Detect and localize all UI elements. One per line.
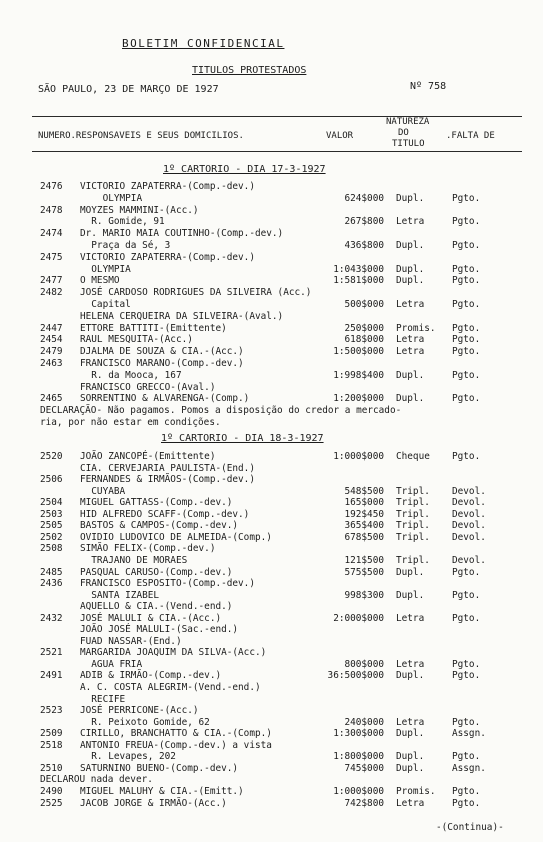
title-type: Promis.: [396, 322, 436, 334]
responsible-party: HID ALFREDO SCAFF-(Comp.-dev.): [80, 508, 250, 520]
responsible-party: BASTOS & CAMPOS-(Comp.-dev.): [80, 520, 239, 532]
responsible-party: OVIDIO LUDOVICO DE ALMEIDA-(Comp.): [80, 531, 272, 543]
title-type: Letra: [396, 716, 425, 728]
responsible-party: Dr. MARIO MAIA COUTINHO-(Comp.-dev.): [80, 228, 284, 240]
responsible-party: VICTORIO ZAPATERRA-(Comp.-dev.): [80, 181, 255, 192]
amount: 678$500: [344, 531, 384, 543]
protest-row: [0, 543, 543, 554]
responsible-party: ria, por não estar em condições.: [40, 417, 221, 428]
amount: 1:998$400: [333, 369, 384, 381]
protest-row: [0, 694, 543, 705]
responsible-party: R. Gomide, 91: [80, 216, 165, 228]
protest-row: [0, 798, 543, 809]
amount: 1:000$000: [333, 785, 384, 797]
title-type: Dupl.: [396, 762, 425, 774]
continue-label: -(Continua)-: [436, 822, 504, 833]
responsible-party: MOYZES MAMMINI-(Acc.): [80, 204, 199, 216]
protest-row: [0, 346, 543, 357]
title-type: Letra: [396, 346, 425, 358]
title-type: Dupl.: [396, 263, 425, 275]
responsible-party: RAUL MESQUITA-(Acc.): [80, 334, 193, 346]
protest-number: 2520: [40, 451, 63, 462]
title-type: Letra: [396, 334, 425, 346]
col-header-natureza-2: DO: [398, 128, 409, 138]
reason: Devol.: [452, 554, 486, 566]
amount: 800$000: [344, 658, 384, 670]
protest-number: 2508: [40, 543, 63, 555]
responsible-party: SORRENTINO & ALVARENGA-(Comp.): [80, 393, 250, 405]
protest-row: [0, 463, 543, 474]
protest-row: [0, 181, 543, 192]
protest-row: [0, 334, 543, 345]
responsible-party: FUAD NASSAR-(End.): [80, 635, 182, 647]
reason: Pgto.: [452, 216, 481, 228]
title-type: Tripl.: [396, 485, 430, 497]
protest-number: 2463: [40, 358, 63, 369]
responsible-party: FERNANDES & IRMÃOS-(Comp.-dev.): [80, 474, 255, 486]
protest-number: 2475: [40, 251, 63, 263]
protest-number: 2506: [40, 474, 63, 486]
amount: 2:000$000: [333, 612, 384, 624]
amount: 121$500: [344, 554, 384, 566]
responsible-party: R. Levapes, 202: [80, 751, 176, 763]
title-type: Tripl.: [396, 497, 430, 509]
amount: 998$300: [344, 589, 384, 601]
responsible-party: SANTA IZABEL: [80, 589, 160, 601]
section-title: 1º CARTORIO - DIA 18-3-1927: [161, 433, 324, 444]
protest-row: [0, 590, 543, 601]
amount: 1:800$000: [333, 751, 384, 763]
amount: 240$000: [344, 716, 384, 728]
responsible-party: CUYABA: [80, 485, 126, 497]
responsible-party: CIRILLO, BRANCHATTO & CIA.-(Comp.): [80, 728, 272, 740]
title-type: Dupl.: [396, 393, 425, 405]
amount: 1:300$000: [333, 728, 384, 740]
title-type: Dupl.: [396, 275, 425, 287]
protest-row: [0, 205, 543, 216]
reason: Pgto.: [452, 785, 481, 797]
responsible-party: AQUELLO & CIA.-(Vend.-end.): [80, 601, 233, 613]
amount: 624$000: [344, 192, 384, 204]
protest-row: [0, 578, 543, 589]
responsible-party: FRANCISCO GRECCO-(Aval.): [80, 381, 216, 393]
responsible-party: ANTONIO FREUA-(Comp.-dev.) a vista: [80, 739, 272, 751]
title-type: Dupl.: [396, 369, 425, 381]
amount: 36:500$000: [327, 670, 384, 682]
protest-number: 2478: [40, 204, 63, 216]
header-rule-bottom: [32, 151, 522, 152]
reason: Pgto.: [452, 263, 481, 275]
protest-number: 2521: [40, 647, 63, 659]
responsible-party: MIGUEL MALUHY & CIA.-(Emitt.): [80, 785, 244, 797]
responsible-party: O MESMO: [80, 275, 120, 287]
responsible-party: DECLARAÇÃO- Não pagamos. Pomos a disposição do credor a mercado-: [40, 405, 402, 417]
declaration-line: [0, 774, 543, 785]
protest-number: 2485: [40, 566, 63, 578]
protest-row: [0, 636, 543, 647]
protest-row: [0, 520, 543, 531]
protest-row: [0, 682, 543, 693]
protest-row: [0, 670, 543, 681]
reason: Pgto.: [452, 566, 481, 578]
protest-number: 2503: [40, 508, 63, 520]
responsible-party: JOÃO JOSÉ MALULI-(Sac.-end.): [80, 624, 239, 636]
declaration-line: [0, 405, 543, 416]
amount: 1:581$000: [333, 275, 384, 287]
protest-row: [0, 287, 543, 298]
reason: Assgn.: [452, 728, 486, 740]
responsible-party: JOSÉ MALULI & CIA.-(Acc.): [80, 612, 222, 624]
reason: Pgto.: [452, 346, 481, 358]
protest-row: [0, 647, 543, 658]
protest-row: [0, 228, 543, 239]
protest-row: [0, 264, 543, 275]
protest-row: [0, 370, 543, 381]
col-header-valor: VALOR: [326, 131, 354, 141]
responsible-party: JOÃO ZANCOPÉ-(Emittente): [80, 451, 216, 462]
protest-row: [0, 497, 543, 508]
responsible-party: ETTORE BATTITI-(Emittente): [80, 322, 227, 334]
protest-row: [0, 299, 543, 310]
amount: 742$800: [344, 797, 384, 809]
title-type: Tripl.: [396, 520, 430, 532]
responsible-party: MIGUEL GATTASS-(Comp.-dev.): [80, 497, 233, 509]
protest-row: [0, 451, 543, 462]
amount: 267$800: [344, 216, 384, 228]
reason: Pgto.: [452, 751, 481, 763]
reason: Devol.: [452, 520, 486, 532]
reason: Pgto.: [452, 275, 481, 287]
protest-number: 2490: [40, 785, 63, 797]
responsible-party: JACOB JORGE & IRMÃO-(Acc.): [80, 797, 227, 809]
protest-row: [0, 486, 543, 497]
title-type: Dupl.: [396, 670, 425, 682]
responsible-party: R. da Mooca, 167: [80, 369, 182, 381]
col-header-falta: .FALTA DE: [446, 131, 495, 141]
protest-number: 2465: [40, 393, 63, 405]
protest-row: [0, 323, 543, 334]
reason: Devol.: [452, 497, 486, 509]
reason: Assgn.: [452, 762, 486, 774]
reason: Pgto.: [452, 322, 481, 334]
reason: Pgto.: [452, 589, 481, 601]
protest-row: [0, 509, 543, 520]
protest-row: [0, 740, 543, 751]
protest-number: 2454: [40, 334, 63, 346]
responsible-party: HELENA CERQUEIRA DA SILVEIRA-(Aval.): [80, 310, 284, 322]
protest-row: [0, 659, 543, 670]
responsible-party: OLYMPIA: [80, 192, 143, 204]
protest-row: [0, 786, 543, 797]
responsible-party: TRAJANO DE MORAES: [80, 554, 188, 566]
protest-number: 2482: [40, 287, 63, 299]
reason: Pgto.: [452, 369, 481, 381]
title-type: Dupl.: [396, 192, 425, 204]
protest-row: [0, 555, 543, 566]
col-header-natureza-1: NATUREZA: [386, 117, 430, 127]
protest-row: [0, 393, 543, 404]
bulletin-subtitle: TITULOS PROTESTADOS: [192, 65, 307, 76]
protest-number: 2504: [40, 497, 63, 509]
responsible-party: FRANCISCO MARANO-(Comp.-dev.): [80, 358, 244, 369]
protest-row: [0, 240, 543, 251]
reason: Pgto.: [452, 299, 481, 310]
title-type: Letra: [396, 658, 425, 670]
title-type: Promis.: [396, 785, 436, 797]
protest-number: 2523: [40, 705, 63, 717]
title-type: Dupl.: [396, 589, 425, 601]
protest-row: [0, 705, 543, 716]
protest-row: [0, 601, 543, 612]
protest-number: 2477: [40, 275, 63, 287]
reason: Pgto.: [452, 240, 481, 251]
reason: Pgto.: [452, 334, 481, 346]
responsible-party: AGUA FRIA: [80, 658, 143, 670]
amount: 745$000: [344, 762, 384, 774]
responsible-party: PASQUAL CARUSO-(Comp.-dev.): [80, 566, 233, 578]
protest-row: [0, 763, 543, 774]
reason: Pgto.: [452, 670, 481, 682]
reason: Pgto.: [452, 192, 481, 204]
title-type: Cheque: [396, 451, 430, 462]
title-type: Tripl.: [396, 531, 430, 543]
reason: Devol.: [452, 485, 486, 497]
protest-number: 2525: [40, 797, 63, 809]
protest-row: [0, 751, 543, 762]
amount: 575$500: [344, 566, 384, 578]
responsible-party: SIMÃO FELIX-(Comp.-dev.): [80, 543, 216, 555]
amount: 436$800: [344, 240, 384, 251]
protest-number: 2509: [40, 728, 63, 740]
amount: 548$500: [344, 485, 384, 497]
protest-number: 2476: [40, 181, 63, 192]
responsible-party: FRANCISCO ESPOSITO-(Comp.-dev.): [80, 578, 255, 590]
protest-row: [0, 193, 543, 204]
protest-number: 2505: [40, 520, 63, 532]
declaration-line: [0, 417, 543, 428]
title-type: Dupl.: [396, 240, 425, 251]
protest-number: 2432: [40, 612, 63, 624]
protest-number: 2447: [40, 322, 63, 334]
title-type: Dupl.: [396, 728, 425, 740]
responsible-party: R. Peixoto Gomide, 62: [80, 716, 210, 728]
reason: Pgto.: [452, 716, 481, 728]
responsible-party: DJALMA DE SOUZA & CIA.-(Acc.): [80, 346, 244, 358]
protest-row: [0, 311, 543, 322]
protest-number: 2491: [40, 670, 63, 682]
amount: 1:500$000: [333, 346, 384, 358]
title-type: Letra: [396, 797, 425, 809]
place-date: SÃO PAULO, 23 DE MARÇO DE 1927: [38, 84, 219, 95]
protest-row: [0, 717, 543, 728]
protest-number: 2518: [40, 739, 63, 751]
protest-row: [0, 567, 543, 578]
responsible-party: Capital: [80, 299, 131, 310]
responsible-party: DECLAROU nada dever.: [40, 774, 153, 786]
protest-row: [0, 624, 543, 635]
amount: 1:200$000: [333, 393, 384, 405]
responsible-party: A. C. COSTA ALEGRIM-(Vend.-end.): [80, 682, 261, 693]
protest-row: [0, 728, 543, 739]
responsible-party: SATURNINO BUENO-(Comp.-dev.): [80, 762, 239, 774]
protest-row: [0, 358, 543, 369]
protest-row: [0, 382, 543, 393]
responsible-party: CIA. CERVEJARIA PAULISTA-(End.): [80, 462, 255, 474]
protest-row: [0, 252, 543, 263]
protest-number: 2474: [40, 228, 63, 240]
title-type: Letra: [396, 216, 425, 228]
responsible-party: RECIFE: [80, 693, 126, 705]
amount: 618$000: [344, 334, 384, 346]
title-type: Letra: [396, 612, 425, 624]
reason: Pgto.: [452, 797, 481, 809]
protest-number: 2510: [40, 762, 63, 774]
title-type: Dupl.: [396, 566, 425, 578]
title-type: Dupl.: [396, 751, 425, 763]
responsible-party: MARGARIDA JOAQUIM DA SILVA-(Acc.): [80, 647, 267, 659]
protest-row: [0, 474, 543, 485]
protest-number: 2436: [40, 578, 63, 590]
amount: 192$450: [344, 508, 384, 520]
protest-number: 2502: [40, 531, 63, 543]
title-type: Letra: [396, 299, 425, 310]
bulletin-title: BOLETIM CONFIDENCIAL: [122, 37, 285, 50]
amount: 1:000$000: [333, 451, 384, 462]
reason: Pgto.: [452, 612, 481, 624]
amount: 165$000: [344, 497, 384, 509]
header-rule-top: [32, 116, 522, 117]
reason: Pgto.: [452, 658, 481, 670]
col-header-responsaveis: NUMERO.RESPONSAVEIS E SEUS DOMICILIOS.: [38, 131, 244, 141]
protest-row: [0, 613, 543, 624]
responsible-party: OLYMPIA: [80, 263, 131, 275]
protest-number: 2479: [40, 346, 63, 358]
responsible-party: ADIB & IRMÃO-(Comp.-dev.): [80, 670, 222, 682]
reason: Pgto.: [452, 451, 481, 462]
amount: 1:043$000: [333, 263, 384, 275]
protest-row: [0, 216, 543, 227]
bulletin-number: Nº 758: [410, 81, 447, 92]
responsible-party: Praça da Sé, 3: [80, 240, 171, 251]
reason: Devol.: [452, 531, 486, 543]
amount: 250$000: [344, 322, 384, 334]
title-type: Tripl.: [396, 508, 430, 520]
title-type: Tripl.: [396, 554, 430, 566]
amount: 365$400: [344, 520, 384, 532]
amount: 500$000: [344, 299, 384, 310]
reason: Pgto.: [452, 393, 481, 405]
responsible-party: JOSÉ CARDOSO RODRIGUES DA SILVEIRA (Acc.): [80, 287, 312, 299]
protest-row: [0, 275, 543, 286]
protest-row: [0, 532, 543, 543]
responsible-party: VICTORIO ZAPATERRA-(Comp.-dev.): [80, 251, 255, 263]
section-title: 1º CARTORIO - DIA 17-3-1927: [163, 164, 326, 175]
col-header-natureza-3: TITULO: [392, 139, 425, 149]
reason: Devol.: [452, 508, 486, 520]
responsible-party: JOSÉ PERRICONE-(Acc.): [80, 705, 199, 717]
